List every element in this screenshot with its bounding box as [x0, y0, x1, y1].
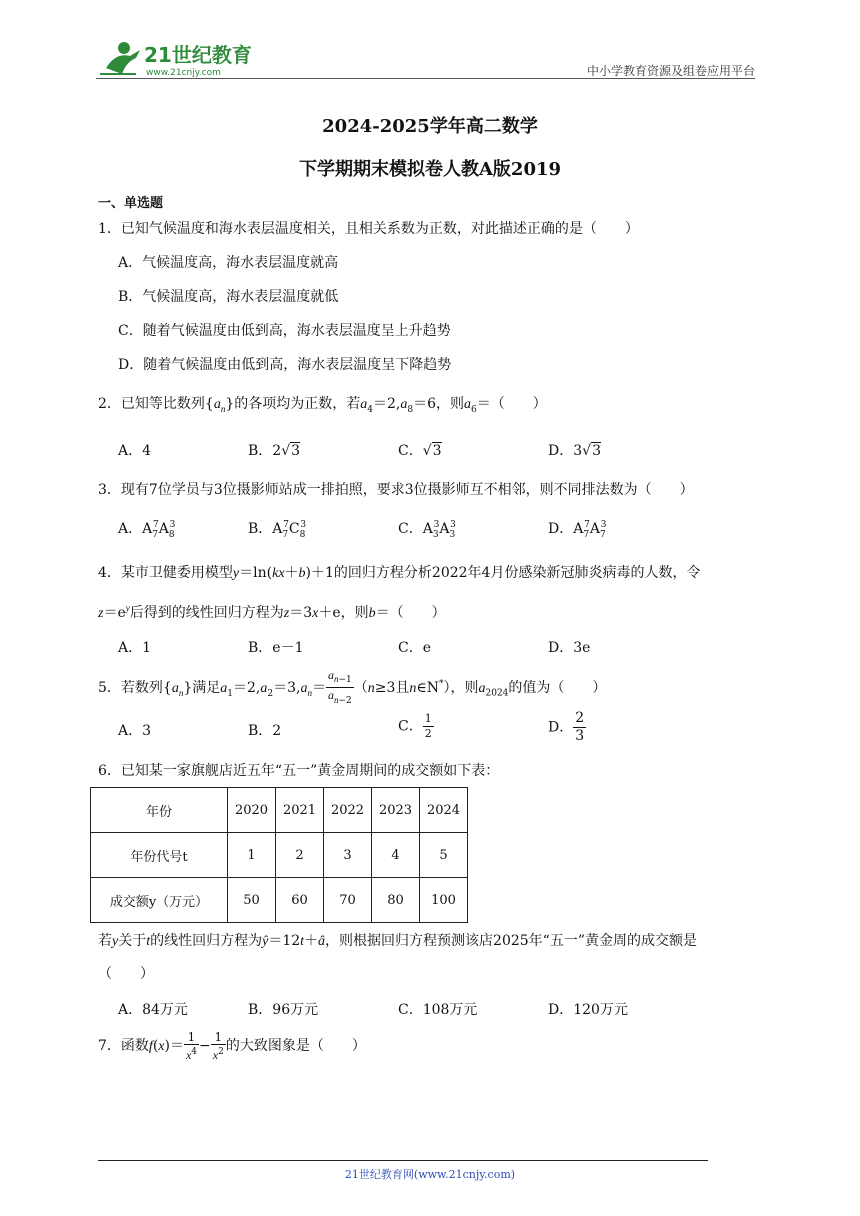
table-row [91, 833, 468, 878]
q2-end: ＝（ ） [476, 396, 547, 412]
page-title-line1: 2024-2025学年高二数学 [322, 116, 538, 137]
question-6-follow-line2: （ ） [98, 966, 154, 982]
q5-condition-formula: $a_1=2,a_2=3,a_n=$ $\frac{a_{n-1}}{a_{n-2}}$ [220, 668, 352, 706]
footer-link[interactable]: 21世纪教育网(www.21cnjy.com) [344, 1168, 516, 1181]
table-cell: 70 [324, 878, 372, 923]
section-heading: 一、单选题 [98, 196, 164, 211]
question-2-option-c: C．√3 [398, 443, 442, 459]
q4-model-formula: y＝ln(kx＋b)＋1 [232, 565, 334, 581]
question-4-option-b: B．e－1 [248, 640, 304, 656]
table-cell: 60 [276, 878, 324, 923]
question-6-option-a: A．84万元 [118, 1002, 188, 1018]
q6-regression-formula: ŷ＝12t＋â [262, 933, 326, 949]
table-cell: 100 [420, 878, 468, 923]
table-row [91, 788, 468, 833]
table-cell: 2023 [372, 788, 420, 833]
question-4-option-c: C．e [398, 640, 431, 656]
q2-mid: 的各项均为正数，若 [234, 396, 361, 412]
question-5-option-a: A．3 [118, 723, 152, 739]
logo-text: 21世纪教育 [144, 43, 252, 67]
question-3-option-b: B．$A_7^7C_8^3$ [248, 520, 307, 540]
question-2-stem [98, 393, 547, 415]
question-6-option-b: B．96万元 [248, 1002, 319, 1018]
question-2-option-a: A．4 [118, 443, 152, 459]
q2-target-formula: $a_6$ [464, 397, 477, 415]
table-row [91, 878, 468, 923]
table-cell: 成交额y（万元） [91, 878, 228, 923]
question-3-option-d: D．$A_7^7A_7^3$ [548, 520, 607, 540]
question-6-follow-line1: 若y关于t的线性回归方程为ŷ＝12t＋â，则根据回归方程预测该店2025年“五一”黄金周的成交额是 [98, 933, 697, 949]
sales-table [90, 787, 468, 923]
question-1-stem: 1．已知气候温度和海水表层温度相关，且相关系数为正数，对此描述正确的是（ ） [98, 221, 639, 237]
header-platform-text: 中小学教育资源及组卷应用平台 [586, 64, 755, 78]
question-6-option-c: C．108万元 [398, 1002, 478, 1018]
question-1-option-d: D．随着气候温度由低到高，海水表层温度呈下降趋势 [118, 357, 452, 373]
header-divider [96, 78, 755, 79]
table-cell: 2024 [420, 788, 468, 833]
table-cell: 5 [420, 833, 468, 878]
question-5-option-d: D． $\frac{2}{3}$ [548, 710, 585, 744]
question-6-stem: 6．已知某一家旗舰店近五年“五一”黄金周期间的成交额如下表： [98, 763, 500, 779]
q2-condition-formula: $a_4=2,a_8=6$ [360, 396, 437, 415]
q4-linear-formula: z＝3x＋e [283, 605, 341, 621]
question-6-option-d: D．120万元 [548, 1002, 628, 1018]
question-4-option-d: D．3e [548, 640, 591, 656]
table-cell: 2022 [324, 788, 372, 833]
q4-substitution: $z=e^y$ [98, 603, 130, 621]
table-cell: 2020 [228, 788, 276, 833]
table-cell: 年份代号t [91, 833, 228, 878]
question-5-stem: 5．若数列$\{a_n\}$满足$a_1=2,a_2=3,a_n=$ $\frac{a_{n-1}}{a_{n-2}}$ （n≥3且n∈N*），则$a_{2024}$的值为（ ） [98, 668, 607, 706]
q7-function-formula: f(x)＝ $\frac{1}{x^4}$ − $\frac{1}{x^2}$ [148, 1030, 224, 1062]
question-3-option-c: C．$A_3^3A_3^3$ [398, 520, 456, 540]
q2-num: 2．已知等比数列 [98, 396, 205, 412]
question-4-option-a: A．1 [118, 640, 152, 656]
table-cell: 1 [228, 833, 276, 878]
question-3-stem: 3．现有7位学员与3位摄影师站成一排拍照，要求3位摄影师互不相邻，则不同排法数为（ ） [98, 482, 694, 498]
table-cell: 80 [372, 878, 420, 923]
table-cell: 年份 [91, 788, 228, 833]
question-5-option-b: B．2 [248, 723, 282, 739]
question-7-stem: 7．函数f(x)＝ $\frac{1}{x^4}$ − $\frac{1}{x^2}$ 的大致图象是（ ） [98, 1030, 366, 1062]
question-1-option-b: B．气候温度高，海水表层温度就低 [118, 289, 339, 305]
q2-cond: ，则 [436, 396, 465, 412]
question-5-option-c: C． $\frac{1}{2}$ [398, 712, 432, 740]
question-4-stem-line1: 4．某市卫健委用模型y＝ln(kx＋b)＋1的回归方程分析2022年4月份感染新冠肺炎病毒的人数，令 [98, 565, 701, 581]
table-cell: 2021 [276, 788, 324, 833]
q2-seq-formula: $\{a_n\}$ [204, 396, 235, 414]
logo-url: www.21cnjy.com [146, 68, 221, 78]
question-4-stem-line2: $z=e^y$后得到的线性回归方程为z＝3x＋e，则b＝（ ） [98, 603, 446, 621]
page-title-line2: 下学期期末模拟卷人教A版2019 [298, 159, 562, 180]
table-cell: 4 [372, 833, 420, 878]
table-cell: 2 [276, 833, 324, 878]
table-cell: 3 [324, 833, 372, 878]
site-logo [96, 38, 266, 80]
question-2-option-d: D．3√3 [548, 443, 601, 459]
question-1-option-a: A．气候温度高，海水表层温度就高 [118, 255, 339, 271]
question-2-option-b: B．2√3 [248, 443, 301, 459]
table-cell: 50 [228, 878, 276, 923]
question-1-option-c: C．随着气候温度由低到高，海水表层温度呈上升趋势 [118, 323, 451, 339]
footer-divider [98, 1160, 708, 1161]
question-3-option-a: A．$A_7^7A_8^3$ [118, 520, 176, 540]
